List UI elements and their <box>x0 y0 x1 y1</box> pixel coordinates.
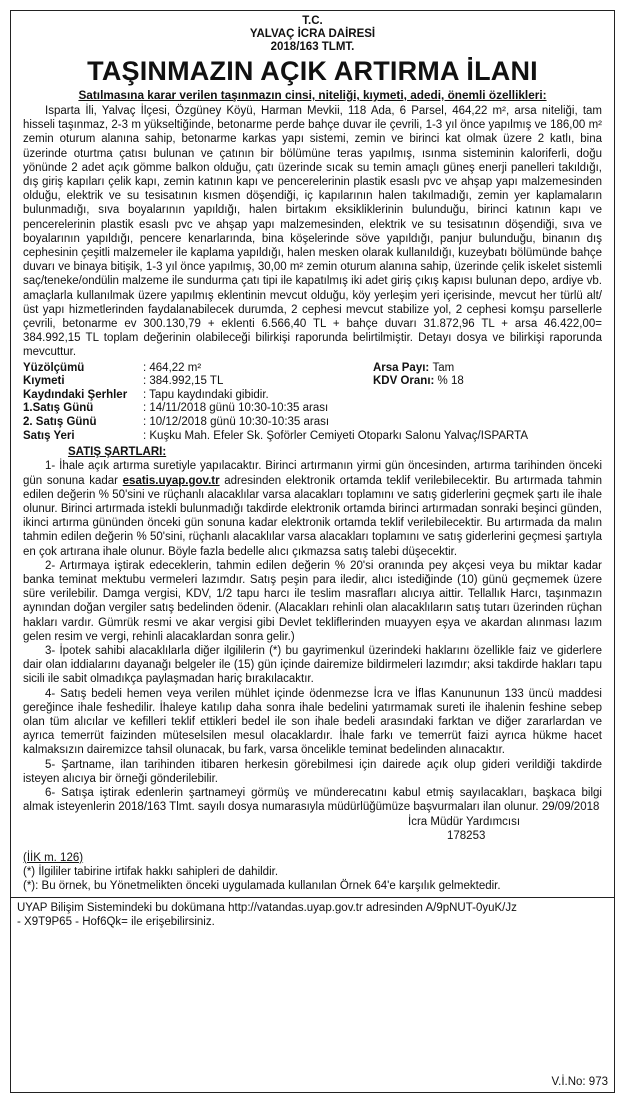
detail-row-sale1 <box>23 402 602 416</box>
signature-block <box>23 815 602 845</box>
header-tc: T.C. <box>302 15 323 27</box>
property-description: Isparta İli, Yalvaç İlçesi, Özgüney Köyü, Harman Mevkii, 118 Ada, 6 Parsel, 464,22 m², arsa niteliği, tam hisseli taşınmaz, 2-3 m yükseltiğinde, betonarme perde bahçe duvar ile çevrili, 1-3 yıl önce yapılmış ve 186,00 m² zemin oturum alanına sahip, betonarme karkas yapı sistemi, zemin ve birinci kat olmak üzere 2 katlı, bina üzerinde oturtma çatısı bulunan ve çatının bir bölümüne teras yapılmış, ısınma sisteminin kaloriferli, doğu yönünde 2 adet açık gömme balkon olduğu, çatı üzerinde sıcak su temin amaçlı güneş enerji panelleri takıldığı, dış giriş kapıları çelik kapı, zemin katının kapı ve pencerelerinin plastik esaslı pvc ve ahşap yapı malzemesinden olduğu, elektrik ve su tesisatının kısmen döşendiği, iç kapılarının halen takılmadığı, zemin yer kaplamaların bulunmadığı, sıva boyalarının yapıldığı, halen birtakım eksikliklerinin bulunduğu, birinci katının kapı ve pencerelerinin plastik esaslı pvc ve ahşap yapı malzemesinden, elektrik ve su tesisatının döşendiği, sıva ve boyalarının yapıldığı, pencere kenarlarında, bina köşelerinde söve yapıldığı, panjur bulunduğu, binanın dış cephesinin çeşitli malzemeler ile kaplama yapıldığı, halen mesken olarak kullanıldığı, kuzeybatı bölümünde bahçe duvarı ve binaya bitişik, 1-3 yıl önce yapılmış, 30,00 m² zemin oturum alanına sahip, üzerinde çelik iskelet sistemli saç/teneke/ondülin malzeme ile sundurma çatı tipi ile kapatılmış iki adet giriş çıkış kapısı bulunan depo, ardiye vb. amaçlarla kullanılmak üzere yapılmış eklentinin mevcut olduğu, köy yerleşim yeri içerisinde, mevcut her türlü alt/üst yapı hizmetlerinden faydalanabilecek durumda, 2 cephesi mevcut stabilize yol, 2 cephesi komşu parsellerle çevrili, betonarme ev 300.130,79 + eklenti 6.566,40 TL + bahçe duvarı 31.872,96 TL + arsa 46.422,00= 384.992,15 TL toplam değerinin olabileceği bilirkişi raporunda belirtilmiştir. Detayı dosya ve bilirkişi raporunda mevcuttur. <box>23 105 602 359</box>
footer-line-2: - X9T9P65 - Hof6Qk= ile erişebilirsiniz. <box>17 916 215 929</box>
announcement-page <box>10 10 615 1093</box>
area-label: Yüzölçümü <box>23 361 85 374</box>
note-1: (*) İlgililer tabirine irtifak hakkı sahipleri de dahildir. <box>23 865 279 878</box>
note-2: (*): Bu örnek, bu Yönetmelikten önceki uygulamada kullanılan Örnek 64'e karşılık gelmektedir. <box>23 879 501 892</box>
detail-row-annotations <box>23 389 602 403</box>
footer-block <box>17 901 608 1088</box>
area-value: : 464,22 m² <box>143 361 202 374</box>
notes-block <box>23 851 602 894</box>
vat-value: % 18 <box>437 375 464 388</box>
header-block <box>11 11 614 54</box>
value-label: Kıymeti <box>23 375 65 388</box>
esatis-link[interactable]: esatis.uyap.gov.tr <box>122 474 220 487</box>
detail-row-value <box>23 375 602 389</box>
header-file-number: 2018/163 TLMT. <box>270 41 355 53</box>
annotations-label: Kaydındaki Şerhler <box>23 388 128 401</box>
detail-row-area <box>23 362 602 376</box>
condition-5: 5- Şartname, ilan tarihinden itibaren herkesin görebilmesi için dairede açık olup gideri verildiği takdirde isteyen alıcıya bir örneği gönderilebilir. <box>23 758 602 785</box>
location-value: : Kuşku Mah. Efeler Sk. Şoförler Cemiyeti Otoparkı Salonu Yalvaç/ISPARTA <box>143 429 528 442</box>
page-title: TAŞINMAZIN AÇIK ARTIRMA İLANI <box>87 56 538 86</box>
condition-1 <box>23 459 602 558</box>
condition-1-text-a: 1- İhale açık artırma suretiyle yapılacaktır. Birinci artırmanın yirmi gün öncesinden, artırma tarihinden önceki gün sonuna kadar <box>23 460 602 487</box>
property-details <box>23 362 602 444</box>
condition-2: 2- Artırmaya iştirak edeceklerin, tahmin edilen değerin % 20'si oranında pey akçesi veya bu miktar kadar banka teminat mektubu vermeleri lazımdır. Satış peşin para iledir, alıcı istediğinde (10) günü geçmemek üzere süre verilebilir. Damga vergisi, KDV, 1/2 tapu harcı ile teslim masrafları alıcıya aittir. Tellallık Harcı, taşınmazın aynından doğan vergiler satış bedelinden ödenir. (Alacakları rehinli olan alacaklıların satış tutarı üzerinden rüçhan hakları vardır. Gümrük resmi ve akar vergisi gibi Devlet tekliflerinden muayyen eşya ve akardan alınması lazım gelen resim ve vergi, rehinli alacaklardan sonra gelir.) <box>23 559 602 643</box>
footer-line-1: UYAP Bilişim Sistemindeki bu dokümana http://vatandas.uyap.gov.tr adresinden A/9pNUT-0yuK/Jz <box>17 902 517 915</box>
iik-reference: (İİK m. 126) <box>23 851 84 864</box>
condition-6: 6- Satışa iştirak edenlerin şartnameyi görmüş ve münderecatını kabul etmiş sayılacakları, başkaca bilgi almak isteyenlerin 2018/163 Tlmt. sayılı dosya numarasıyla müdürlüğümüze başvurmaları ilan olunur. 29/09/2018 <box>23 787 602 814</box>
sale1-value: : 14/11/2018 günü 10:30-10:35 arası <box>143 402 329 415</box>
signature-title: İcra Müdür Yardımcısı <box>408 815 521 828</box>
sale2-label: 2. Satış Günü <box>23 416 97 429</box>
subheading: Satılmasına karar verilen taşınmazın cinsi, niteliği, kıymeti, adedi, önemli özellikleri: <box>78 88 547 102</box>
signature-number: 178253 <box>447 829 486 842</box>
location-label: Satış Yeri <box>23 429 75 442</box>
value-amount: : 384.992,15 TL <box>143 375 224 388</box>
sale2-value: : 10/12/2018 günü 10:30-10:35 arası <box>143 416 330 429</box>
conditions-heading: SATIŞ ŞARTLARI: <box>68 446 167 459</box>
detail-row-location <box>23 430 602 444</box>
sale1-label: 1.Satış Günü <box>23 402 94 415</box>
land-share-label: Arsa Payı: <box>373 361 430 374</box>
vat-label: KDV Oranı: <box>373 375 435 388</box>
annotations-value: : Tapu kaydındaki gibidir. <box>143 388 269 401</box>
condition-4: 4- Satış bedeli hemen veya verilen mühlet içinde ödenmezse İcra ve İflas Kanununun 133 üncü maddesi gereğince ihale feshedilir. İhaleye katılıp daha sonra ihale bedelini yatırmamak sureti ile ihalenin feshine sebep olan tüm alıcılar ve kefilleri teklif ettikleri bedel ile son ihale bedeli arasındaki farktan ve diğer zararlardan ve ayrıca temerrüt faizinden müteselsilen mesul olacaklardır. İhale farkı ve temerrüt faizi ayrıca hükme hacet kalmaksızın dairemizce tahsil olunacak, bu fark, varsa öncelikle teminat bedelinden alınacaktır. <box>23 687 602 757</box>
detail-row-sale2 <box>23 416 602 430</box>
header-office: YALVAÇ İCRA DAİRESİ <box>249 28 376 40</box>
condition-3: 3- İpotek sahibi alacaklılarla diğer ilgililerin (*) bu gayrimenkul üzerindeki haklarını özellikle faiz ve giderlere dair olan iddialarını dayanağı belgeler ile (15) gün içinde dairemize bildirmeleri lazımdır; aksi takdirde hakları tapu sicili ile sabit olmadıkça paylaşmadan hariç bırakılacaktır. <box>23 645 602 686</box>
condition-1-text-b: adresinden elektronik ortamda teklif verilebilecektir. Bu artırmada tahmin edilen değerin % 50'sini ve rüçhanlı alacaklılar varsa alacakları toplamını ve satış giderlerini geçmek şartı ile ihale olunur. Birinci artırmada istekli bulunmadığı takdirde elektronik ortamda birinci artırmadan sonraki beşinci günden, ikinci artırma gününden önceki gün sonuna kadar elektronik ortamda teklif verilebilecektir. Bu artırmada da malın tahmin edilen değerin % 50'sini, rüçhanlı alacaklılar varsa alacakları toplamını ve satış giderlerini geçmesi şartıyla en çok artırana ihale olunur. Böyle fazla bedelle alıcı çıkmazsa satış talebi düşecektir. <box>23 474 602 558</box>
footer-divider <box>11 897 614 898</box>
land-share-value: Tam <box>432 361 455 374</box>
notice-number: V.İ.No: 973 <box>551 1075 608 1088</box>
